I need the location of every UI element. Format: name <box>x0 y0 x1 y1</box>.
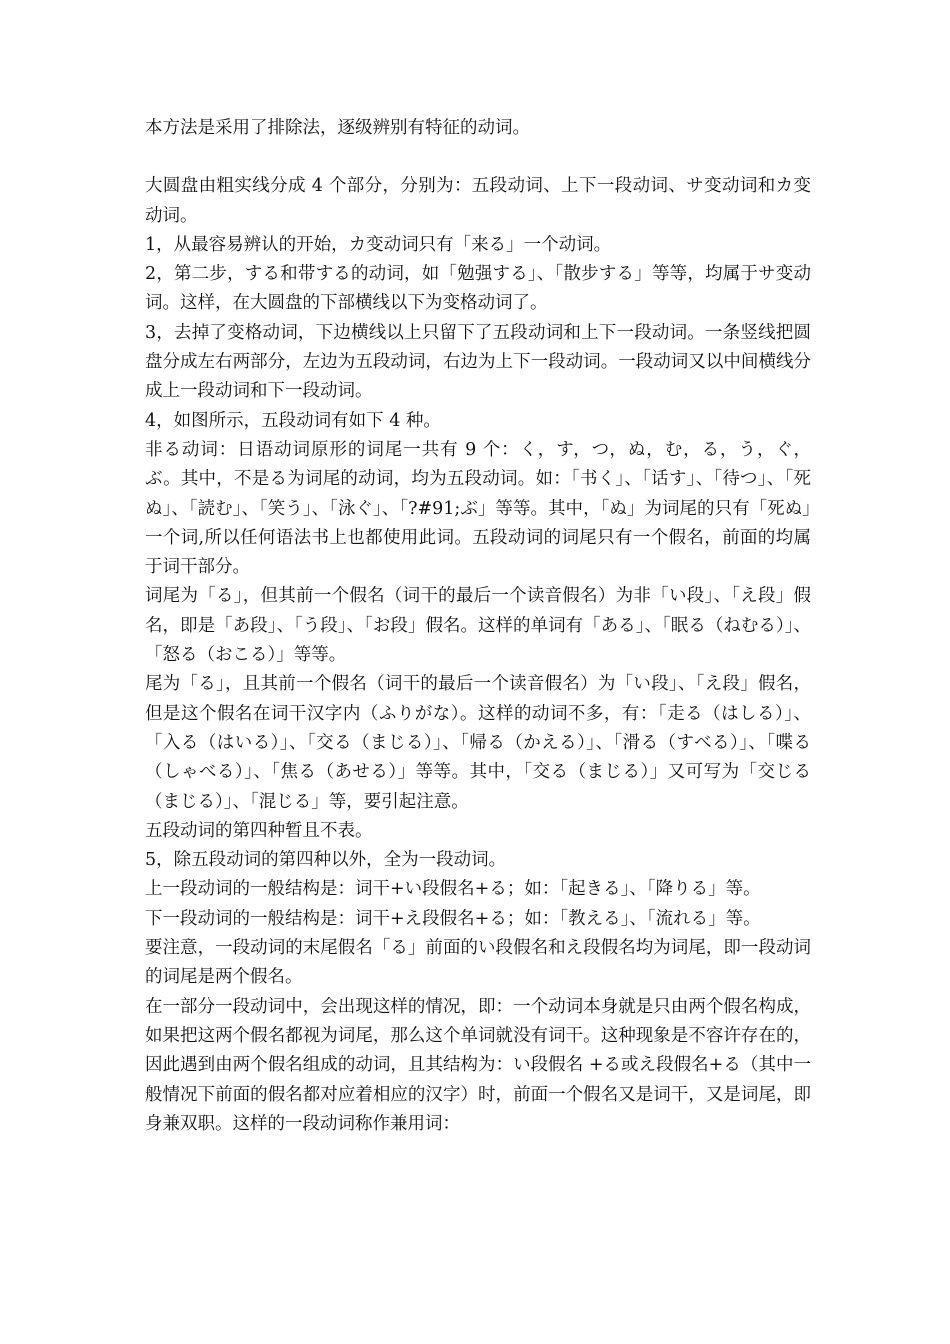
blank-line <box>145 143 811 172</box>
step-5-paragraph: 5，除五段动词的第四种以外，全为一段动词。 <box>145 850 507 871</box>
overview-paragraph: 大圆盘由粗实线分成 4 个部分，分别为：五段动词、上下一段动词、サ变动词和カ变动词。 <box>145 176 811 226</box>
non-ru-verbs-paragraph: 非る动词：日语动词原形的词尾一共有 9 个：く，す，つ，ぬ，む，る，う，ぐ，ぶ。其中，不是る为词尾的动词，均为五段动词。如：「书く」、「话す」、「待つ」、「死ぬ」、「読む」、「笑う」、「泳ぐ」、「?#91;ぶ」等等。其中，「ぬ」为词尾的只有「死ぬ」一个词,所以任何语法书上也都使用此词。五段动词的词尾只有一个假名，前面的均属于词干部分。 <box>145 439 811 578</box>
lower-ichidan-paragraph: 下一段动词的一般结构是：词干+え段假名+る；如：「教える」、「流れる」等。 <box>145 908 761 929</box>
ru-ending-exceptions-paragraph: 尾为「る」，且其前一个假名（词干的最后一个读音假名）为「い段」、「え段」假名，但是这个假名在词干汉字内（ふりがな）。这样的动词不多，有：「走る（はしる）」、「入る（はいる）」、「交る（まじる）」、「帰る（かえる）」、「滑る（すべる）」、「喋る（しゃべる）」、「焦る（あせる）」等等。其中，「交る（まじる）」又可写为「交じる（まじる）」、「混じる」等，要引起注意。 <box>145 674 811 812</box>
step-4-paragraph: 4，如图所示，五段动词有如下 4 种。 <box>145 410 441 431</box>
fourth-type-paragraph: 五段动词的第四种暂且不表。 <box>145 820 373 841</box>
step-2-paragraph: 2，第二步，する和带する的动词，如「勉强する」、「散步する」等等，均属于サ变动词。这样，在大圆盘的下部横线以下为变格动词了。 <box>145 264 811 314</box>
document-body <box>145 114 811 1139</box>
step-3-paragraph: 3，去掉了变格动词，下边横线以上只留下了五段动词和上下一段动词。一条竖线把圆盘分成左右两部分，左边为五段动词，右边为上下一段动词。一段动词又以中间横线分成上一段动词和下一段动词。 <box>145 322 811 402</box>
upper-ichidan-paragraph: 上一段动词的一般结构是：词干+い段假名+る；如：「起きる」、「降りる」等。 <box>145 879 761 900</box>
dual-role-verbs-paragraph: 在一部分一段动词中，会出现这样的情况，即：一个动词本身就是只由两个假名构成，如果把这两个假名都视为词尾，那么这个单词就没有词干。这种现象是不容许存在的，因此遇到由两个假名组成的动词，且其结构为：い段假名 +る或え段假名+る（其中一般情况下前面的假名都对应着相应的汉字）时，前面一个假名又是词干，又是词尾，即身兼双职。这样的一段动词称作兼用词： <box>145 996 811 1134</box>
ru-ending-a-u-o-paragraph: 词尾为「る」，但其前一个假名（词干的最后一个读音假名）为非「い段」、「え段」假名，即是「あ段」、「う段」、「お段」假名。这样的单词有「ある」、「眠る（ねむる）」、「怒る（おこる）」等等。 <box>145 586 811 666</box>
ichidan-note-paragraph: 要注意，一段动词的末尾假名「る」前面的い段假名和え段假名均为词尾，即一段动词的词尾是两个假名。 <box>145 938 811 988</box>
step-1-paragraph: 1，从最容易辨认的开始，カ变动词只有「来る」一个动词。 <box>145 234 612 255</box>
intro-paragraph: 本方法是采用了排除法，逐级辨别有特征的动词。 <box>145 118 530 138</box>
